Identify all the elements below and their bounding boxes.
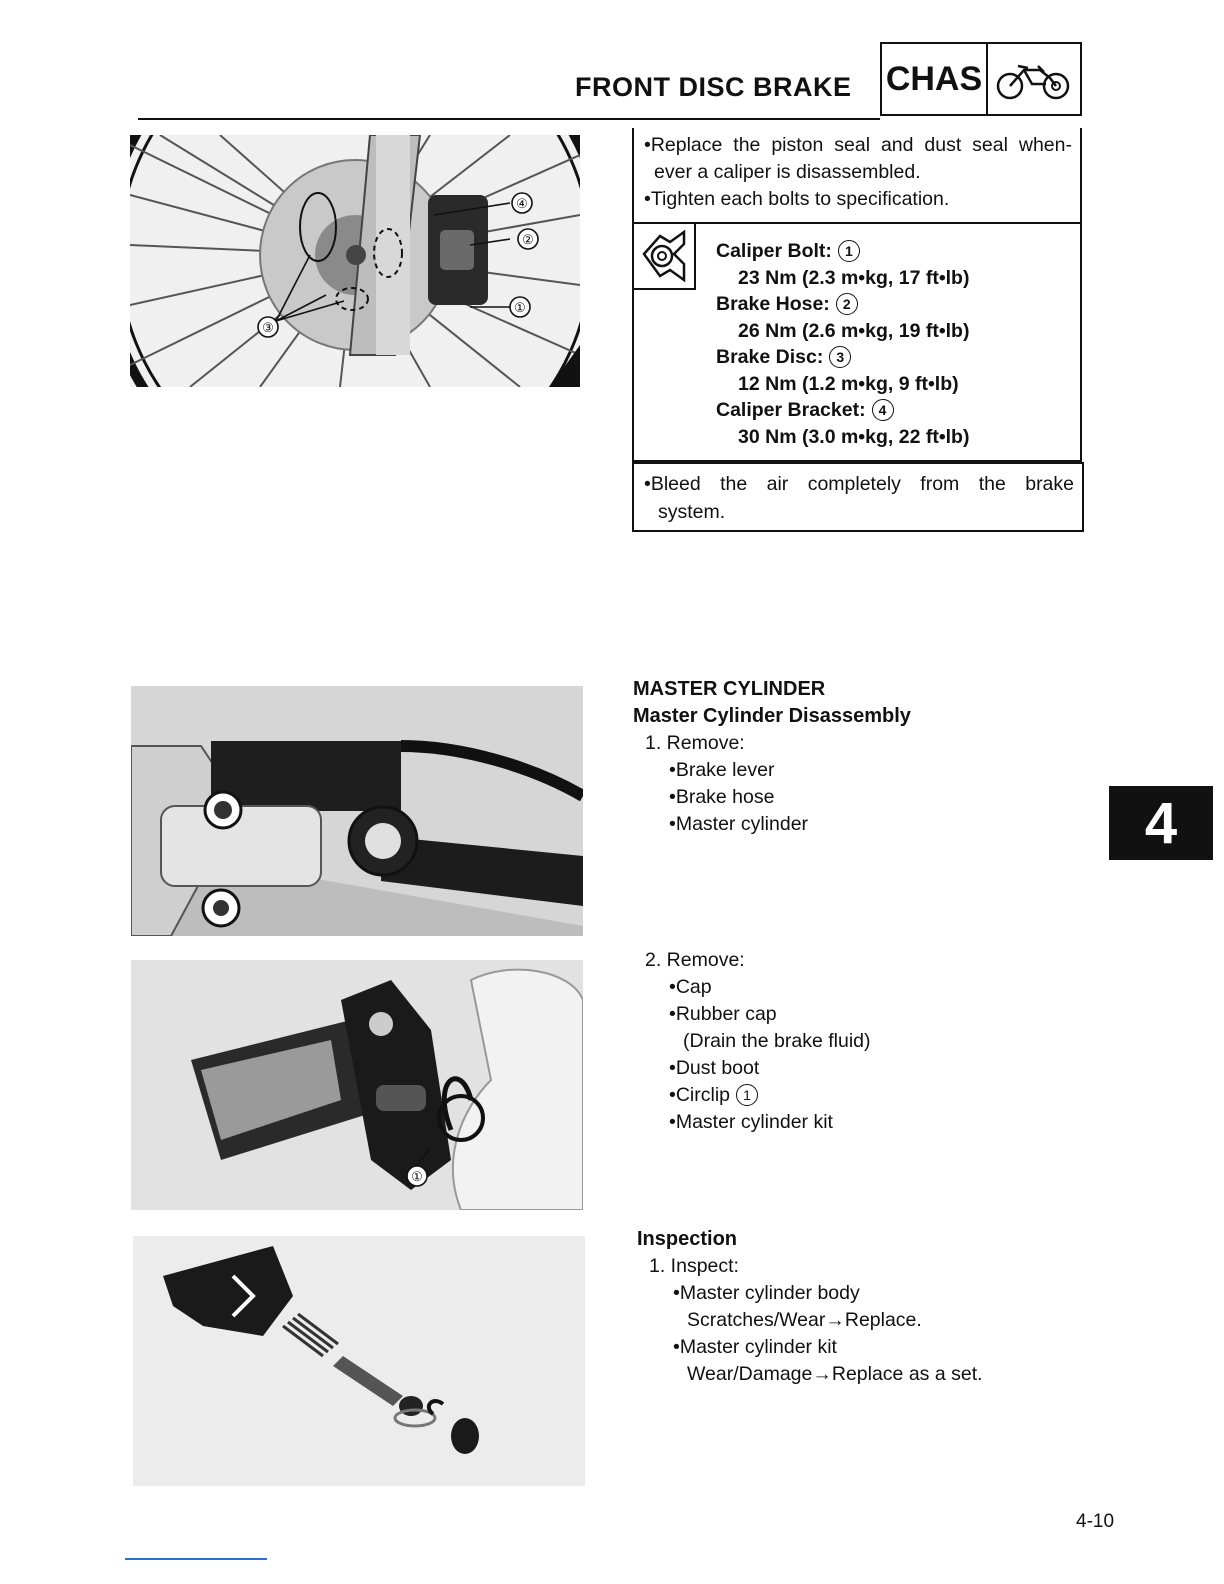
list-item	[633, 1082, 871, 1109]
list-item: •Cap	[669, 976, 712, 998]
master-cylinder-mount-photo	[131, 686, 583, 936]
torque-value: 23 Nm (2.3 m•kg, 17 ft•lb)	[738, 266, 970, 289]
callout-2: ②	[522, 232, 534, 247]
torque-item-brake-disc	[716, 344, 969, 371]
note-tighten: •Tighten each bolts to specification.	[644, 188, 950, 210]
section-badge	[880, 42, 1082, 116]
callout-1: ①	[514, 300, 526, 315]
inspect-step: 1. Inspect:	[649, 1255, 739, 1277]
subsection-heading: Master Cylinder Disassembly	[633, 705, 911, 727]
torque-ref-num: 4	[872, 399, 894, 421]
circlip-removal-photo	[131, 960, 583, 1210]
torque-value: 26 Nm (2.6 m•kg, 19 ft•lb)	[738, 319, 970, 342]
header-rule	[138, 118, 880, 120]
torque-ref-num: 3	[829, 346, 851, 368]
page-number: 4-10	[1076, 1511, 1115, 1532]
torque-label: Brake Disc:	[716, 346, 824, 368]
section-code: CHAS	[882, 44, 988, 114]
list-item: •Dust boot	[669, 1057, 760, 1079]
inspection-heading: Inspection	[637, 1228, 738, 1250]
front-brake-photo	[130, 135, 580, 387]
callout-circlip: ①	[411, 1169, 423, 1184]
torque-wrench-icon	[634, 224, 696, 290]
list-item: •Rubber cap	[669, 1003, 777, 1025]
list-item-label: •Circlip	[669, 1084, 730, 1106]
list-item: •Brake hose	[669, 786, 775, 808]
step-1: 1. Remove:	[645, 732, 745, 754]
callout-3: ③	[262, 320, 274, 335]
list-item: •Master cylinder kit	[669, 1111, 833, 1133]
torque-ref-num: 2	[836, 293, 858, 315]
list-item-detail: Wear/Damage→Replace as a set.	[687, 1363, 983, 1385]
note-replace-line1: •Replace the piston seal and dust seal when-	[644, 134, 1072, 156]
torque-label: Caliper Bracket:	[716, 399, 866, 421]
torque-item-caliper-bracket	[716, 397, 969, 424]
inspection-section	[637, 1226, 983, 1388]
section-heading: MASTER CYLINDER	[633, 678, 826, 700]
torque-label: Caliper Bolt:	[716, 240, 832, 262]
footer-rule	[125, 1558, 267, 1560]
list-item-detail: Scratches/Wear→Replace.	[687, 1309, 922, 1331]
torque-value: 30 Nm (3.0 m•kg, 22 ft•lb)	[738, 425, 970, 448]
bleed-line2: system.	[658, 501, 726, 523]
torque-item-brake-hose	[716, 291, 969, 318]
callout-4: ④	[516, 196, 528, 211]
master-cylinder-parts-photo	[133, 1236, 585, 1486]
list-item: •Brake lever	[669, 759, 775, 781]
torque-list	[716, 238, 969, 450]
motorcycle-icon	[988, 44, 1080, 114]
note-replace-line2: ever a caliper is disassembled.	[654, 161, 921, 183]
master-cylinder-section	[633, 676, 911, 838]
chapter-tab: 4	[1109, 786, 1213, 860]
torque-label: Brake Hose:	[716, 293, 830, 315]
torque-item-caliper-bolt	[716, 238, 969, 265]
torque-value: 12 Nm (1.2 m•kg, 9 ft•lb)	[738, 372, 959, 395]
bleed-note-box	[632, 462, 1084, 532]
list-item: •Master cylinder kit	[673, 1336, 837, 1358]
list-item-note: (Drain the brake fluid)	[683, 1030, 871, 1052]
torque-spec-box	[632, 224, 1082, 462]
list-item: •Master cylinder body	[673, 1282, 860, 1304]
torque-ref-num: 1	[838, 240, 860, 262]
bleed-line1: •Bleed the air completely from the brake	[644, 473, 1074, 495]
step-2-section	[633, 947, 871, 1136]
caliper-note-box	[632, 128, 1082, 224]
circlip-ref-num: 1	[736, 1084, 758, 1106]
page-title: FRONT DISC BRAKE	[575, 72, 852, 102]
step-2: 2. Remove:	[645, 949, 745, 971]
list-item: •Master cylinder	[669, 813, 809, 835]
